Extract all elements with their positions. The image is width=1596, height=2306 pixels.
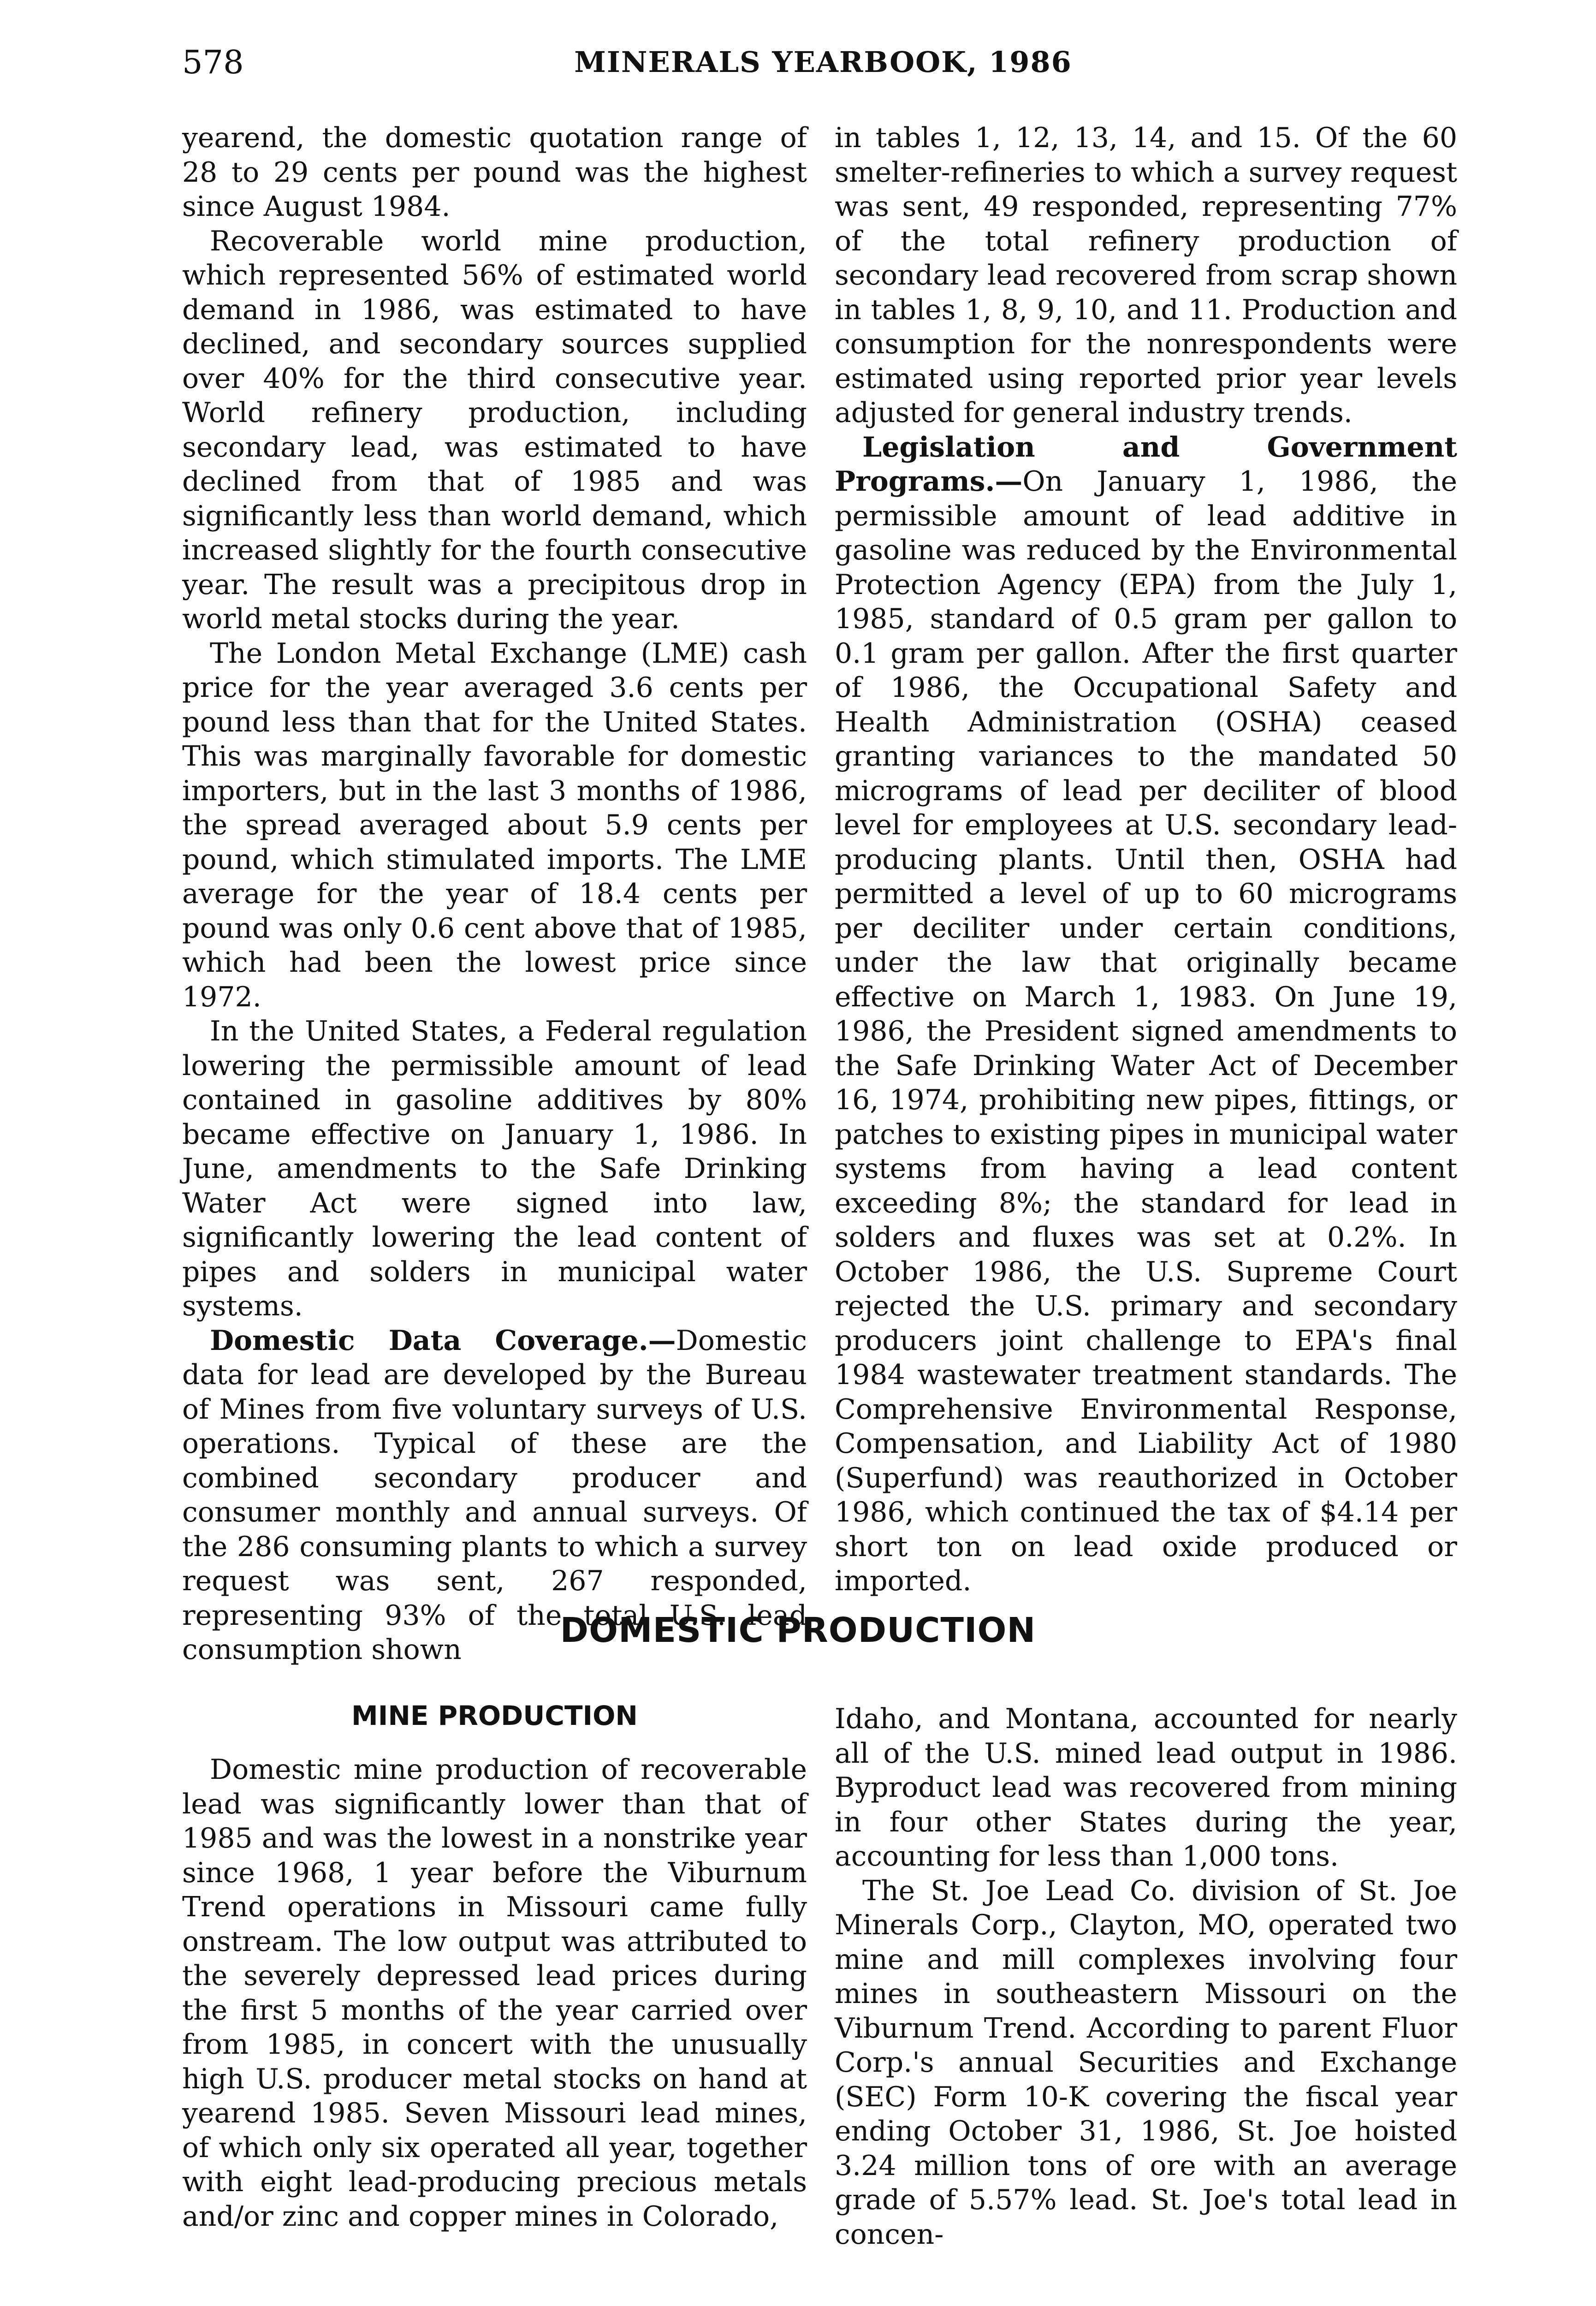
paragraph bbox=[835, 430, 1457, 1599]
running-title: MINERALS YEARBOOK, 1986 bbox=[574, 45, 1072, 79]
bottom-left-column bbox=[182, 1753, 807, 2234]
section-heading: DOMESTIC PRODUCTION bbox=[560, 1611, 1036, 1650]
bottom-right-column bbox=[835, 1702, 1457, 2252]
top-left-column bbox=[182, 121, 807, 1667]
page-header bbox=[182, 37, 1464, 88]
run-in-heading-domestic-data-coverage: Domestic Data Coverage.— bbox=[210, 1324, 676, 1357]
paragraph: yearend, the domestic quotation range of 28 to 29 cents per pound was the highest since August 1984. bbox=[182, 122, 807, 223]
paragraph: Idaho, and Montana, accounted for nearly all of the U.S. mined lead output in 1986. Byproduct lead was recovered from mining in four other States during the year, accounting for less than 1,000 tons. bbox=[835, 1703, 1457, 1872]
paragraph-text: On January 1, 1986, the permissible amount of lead additive in gasoline was reduced by the Environmental Protection Agency (EPA) from the July 1, 1985, standard of 0.5 gram per gallon to 0.1 gram per gallon. After the first quarter of 1986, the Occupational Safety and Health Administration (OSHA) ceased granting variances to the mandated 50 micrograms of lead per deciliter of blood level for employees at U.S. secondary lead-producing plants. Until then, OSHA had permitted a level of up to 60 micrograms per deciliter under certain conditions, under the law that originally became effective on March 1, 1983. On June 19, 1986, the President signed amendments to the Safe Drinking Water Act of December 16, 1974, prohibiting new pipes, fittings, or patches to existing pipes in municipal water systems from having a lead content exceeding 8%; the standard for lead in solders and fluxes was set at 0.2%. In October 1986, the U.S. Supreme Court rejected the U.S. primary and secondary producers joint challenge to EPA's final 1984 wastewater treatment standards. The Comprehensive Environmental Response, Compensation, and Liability Act of 1980 (Superfund) was reauthorized in October 1986, which continued the tax of $4.14 per short ton on lead oxide produced or imported. bbox=[835, 465, 1457, 1597]
paragraph-text: Domestic data for lead are developed by the Bureau of Mines from five voluntary surveys of U.S. operations. Typical of these are the combined secondary producer and consumer monthly and annual surveys. Of the 286 consuming plants to which a survey request was sent, 267 responded, representing 93% of the total U.S. lead consumption shown bbox=[182, 1324, 807, 1666]
paragraph: The London Metal Exchange (LME) cash price for the year averaged 3.6 cents per pound less than that for the United States. This was marginally favorable for domestic importers, but in the last 3 months of 1986, the spread averaged about 5.9 cents per pound, which stimulated imports. The LME average for the year of 18.4 cents per pound was only 0.6 cent above that of 1985, which had been the lowest price since 1972. bbox=[182, 637, 807, 1013]
subsection-heading: MINE PRODUCTION bbox=[351, 1700, 638, 1731]
run-in-heading-legislation: Legislation and Government Programs.— bbox=[835, 431, 1457, 498]
top-right-column bbox=[835, 121, 1457, 1599]
paragraph: in tables 1, 12, 13, 14, and 15. Of the 60 smelter-refineries to which a survey request was sent, 49 responded, representing 77% of the total refinery production of secondary lead recovered from scrap shown in tables 1, 8, 9, 10, and 11. Production and consumption for the nonrespondents were estimated using reported prior year levels adjusted for general industry trends. bbox=[835, 122, 1457, 429]
paragraph: Recoverable world mine production, which represented 56% of estimated world demand in 1986, was estimated to have declined, and secondary sources supplied over 40% for the third consecutive year. World refinery production, including secondary lead, was estimated to have declined from that of 1985 and was significantly less than world demand, which increased slightly for the fourth consecutive year. The result was a precipitous drop in world metal stocks during the year. bbox=[182, 225, 807, 635]
paragraph: The St. Joe Lead Co. division of St. Joe Minerals Corp., Clayton, MO, operated two mine and mill complexes involving four mines in southeastern Missouri on the Viburnum Trend. According to parent Fluor Corp.'s annual Securities and Exchange (SEC) Form 10-K covering the fiscal year ending October 31, 1986, St. Joe hoisted 3.24 million tons of ore with an average grade of 5.57% lead. St. Joe's total lead in concen- bbox=[835, 1874, 1457, 2251]
paragraph: In the United States, a Federal regulation lowering the permissible amount of lead contained in gasoline additives by 80% became effective on January 1, 1986. In June, amendments to the Safe Drinking Water Act were signed into law, significantly lowering the lead content of pipes and solders in municipal water systems. bbox=[182, 1015, 807, 1322]
page-number: 578 bbox=[182, 43, 244, 81]
paragraph: Domestic mine production of recoverable lead was significantly lower than that of 1985 and was the lowest in a nonstrike year since 1968, 1 year before the Viburnum Trend operations in Missouri came fully onstream. The low output was attributed to the severely depressed lead prices during the first 5 months of the year carried over from 1985, in concert with the unusually high U.S. producer metal stocks on hand at yearend 1985. Seven Missouri lead mines, of which only six operated all year, together with eight lead-producing precious metals and/or zinc and copper mines in Colorado, bbox=[182, 1753, 807, 2233]
